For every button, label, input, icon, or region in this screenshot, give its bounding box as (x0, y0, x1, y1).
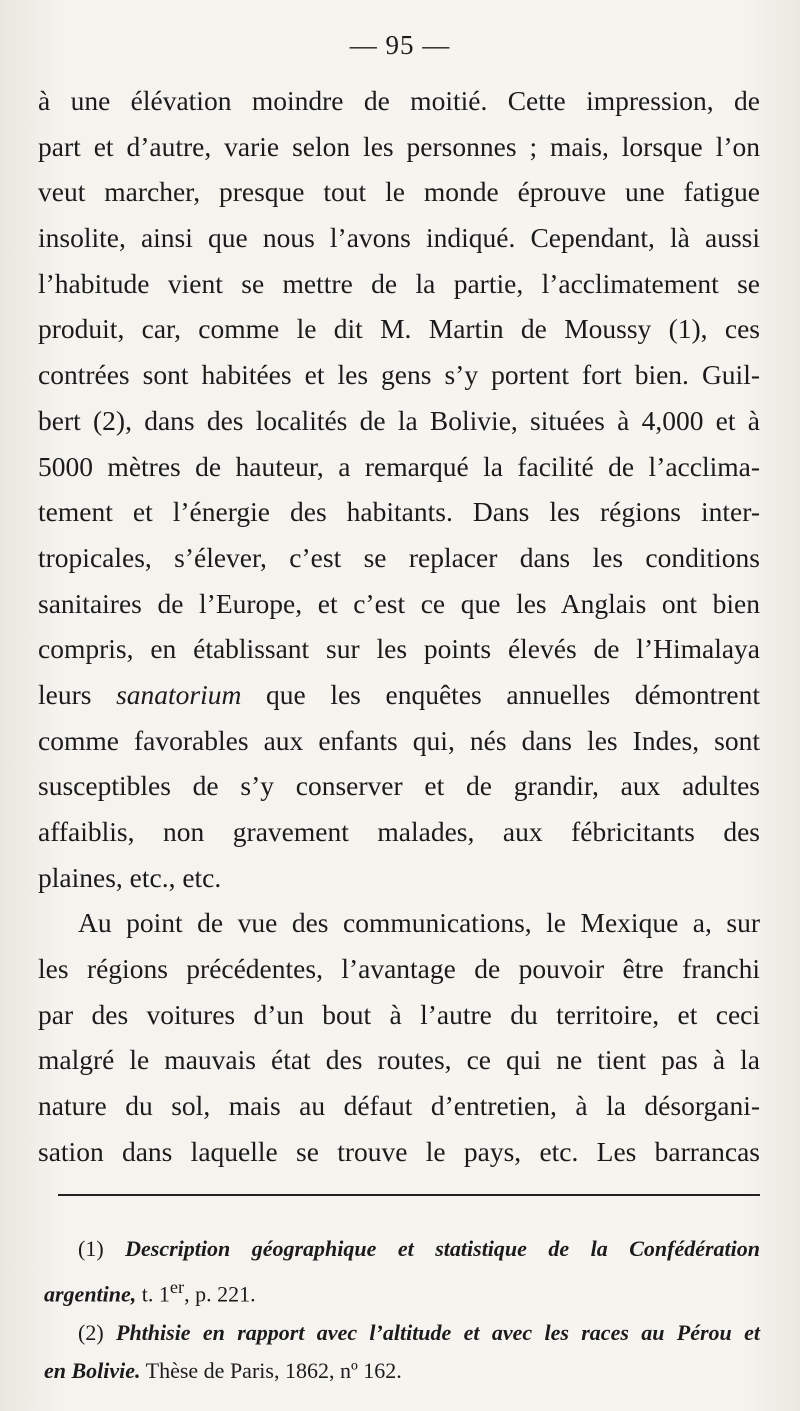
footnote-text: , p. 221. (184, 1281, 256, 1307)
text-line: compris, en établissant sur les points élevés de l’Himalaya (38, 633, 760, 665)
footnote-divider (58, 1194, 760, 1196)
footnote-line (44, 1352, 760, 1390)
footnote-gap (44, 1306, 760, 1314)
paragraph-2 (38, 900, 760, 1174)
footnote-text: t. 1 (141, 1281, 170, 1307)
text-fragment: que les enquêtes annuelles démontrent (266, 678, 761, 710)
footnotes (44, 1230, 760, 1390)
footnote-title: Description géographique et statistique de la Confédération (125, 1236, 761, 1261)
text-line: sanitaires de l’Europe, et c’est ce que les Anglais ont bien (38, 587, 760, 619)
text-line: nature du sol, mais au défaut d’entretien, à la désorgani- (38, 1090, 760, 1122)
footnote-number: (1) (78, 1236, 104, 1261)
text-line: par des voitures d’un bout à l’autre du territoire, et ceci (38, 998, 760, 1030)
footnote-title: Phthisie en rapport avec l’altitude et avec les races au Pérou et (116, 1320, 761, 1345)
footnote-title: en Bolivie. (44, 1358, 141, 1383)
text-line: insolite, ainsi que nous l’avons indiqué. Cependant, là aussi (38, 222, 760, 254)
italic-term: sanatorium (116, 678, 242, 710)
text-line: 5000 mètres de hauteur, a remarqué la facilité de l’acclima- (38, 450, 760, 482)
text-line: part et d’autre, varie selon les personnes ; mais, lorsque l’on (38, 130, 760, 162)
text-line: affaiblis, non gravement malades, aux fébricitants des (38, 816, 760, 847)
footnote-line (44, 1230, 760, 1268)
text-line: l’habitude vient se mettre de la partie, l’acclimatement se (38, 267, 760, 299)
footnote-line (44, 1314, 760, 1352)
text-line: produit, car, comme le dit M. Martin de Moussy (1), ces (38, 313, 760, 345)
text-line: plaines, etc., etc. (38, 861, 222, 893)
text-line: veut marcher, presque tout le monde éprouve une fatigue (38, 176, 760, 208)
text-line: Au point de vue des communications, le Mexique a, sur (78, 907, 760, 939)
text-line: susceptibles de s’y conserver et de grandir, aux adultes (38, 770, 760, 802)
footnote-number: (2) (78, 1320, 104, 1345)
footnote-superscript: er (169, 1277, 185, 1297)
text-line (38, 672, 760, 718)
text-line: sation dans laquelle se trouve le pays, etc. Les barrancas (38, 1135, 760, 1167)
footnote-1 (44, 1230, 760, 1306)
text-line: les régions précédentes, l’avantage de pouvoir être franchi (38, 953, 760, 985)
footnote-title: argentine, (44, 1281, 137, 1307)
body-text (38, 78, 760, 1175)
text-line: comme favorables aux enfants qui, nés dans les Indes, sont (38, 724, 760, 756)
footnote-line (44, 1268, 760, 1306)
paragraph-1 (38, 78, 760, 900)
text-line: contrées sont habitées et les gens s’y portent fort bien. Guil- (38, 359, 760, 391)
text-line: à une élévation moindre de moitié. Cette impression, de (38, 85, 760, 116)
footnote-2 (44, 1314, 760, 1390)
text-fragment: leurs (38, 678, 92, 710)
page-number: — 95 — (349, 30, 451, 60)
text-line: tement et l’énergie des habitants. Dans les régions inter- (38, 496, 760, 528)
text-line: tropicales, s’élever, c’est se replacer dans les conditions (38, 541, 760, 573)
footnote-text: Thèse de Paris, 1862, nº 162. (145, 1358, 402, 1383)
text-line: bert (2), dans des localités de la Bolivie, situées à 4,000 et à (38, 404, 760, 436)
text-line: malgré le mauvais état des routes, ce qui ne tient pas à la (38, 1044, 760, 1076)
